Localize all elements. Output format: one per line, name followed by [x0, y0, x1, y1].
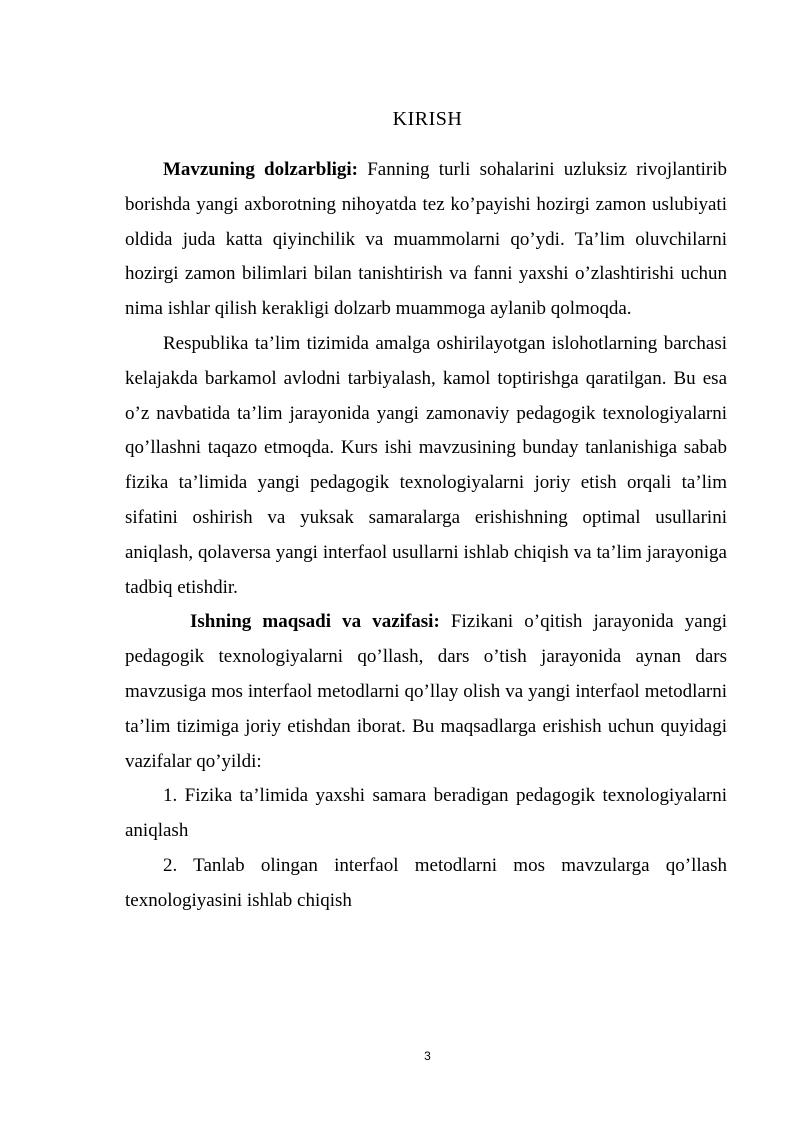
paragraph-text: Respublika ta’lim tizimida amalga oshirilayotgan islohotlarning barchasi kelajakda barkamol avlodni tarbiyalash, kamol toptirishga qaratilgan. Bu esa o’z navbatida ta’lim jarayonida yangi zamonaviy pedagogik texnologiyalarni qo’llashni taqazo etmoqda. Kurs ishi mavzusining bunday tanlanishiga sabab fizika ta’limida yangi pedagogik texnologiyalarni joriy etish orqali ta’lim sifatini oshirish va yuksak samaralarga erishishning optimal usullarini aniqlash, qolaversa yangi interfaol usullarni ishlab chiqish va ta’lim jarayoniga tadbiq etishdir. [125, 332, 727, 598]
paragraph-lead: Mavzuning dolzarbligi: [163, 159, 358, 180]
task-text: 2. Tanlab olingan interfaol metodlarni mos mavzularga qo’llash texnologiyasini ishlab chiqish [125, 854, 727, 911]
task-text: 1. Fizika ta’limida yaxshi samara beradigan pedagogik texnologiyalarni aniqlash [125, 785, 727, 842]
paragraph-education-reform [125, 327, 727, 605]
task-item-1 [125, 779, 727, 849]
task-item-2 [125, 849, 727, 919]
page-title: KIRISH [392, 108, 463, 130]
paragraph-text: Fizikani o’qitish jarayonida yangi pedagogik texnologiyalarni qo’llash, dars o’tish jarayonida aynan dars mavzusiga mos interfaol metodlarni qo’llay olish va yangi interfaol metodlarni ta’lim tizimiga joriy etishdan iborat. Bu maqsadlarga erishish uchun quyidagi vazifalar qo’yildi: [125, 611, 727, 772]
paragraph-text: Fanning turli sohalarini uzluksiz rivojlantirib borishda yangi axborotning nihoyatda tez ko’payishi hozirgi zamon uslubiyati oldida juda katta qiyinchilik va muammolarni qo’ydi. Ta’lim oluvchilarni hozirgi zamon bilimlari bilan tanishtirish va fanni yaxshi o’zlashtirishi uchun nima ishlar qilish kerakligi dolzarb muammoga aylanib qolmoqda. [125, 159, 727, 320]
paragraph-goal-and-tasks [125, 605, 727, 779]
paragraph-lead: Ishning maqsadi va vazifasi: [190, 611, 440, 633]
page-number: 3 [424, 1049, 431, 1063]
paragraph-relevance [125, 153, 727, 327]
body-text [125, 153, 727, 919]
